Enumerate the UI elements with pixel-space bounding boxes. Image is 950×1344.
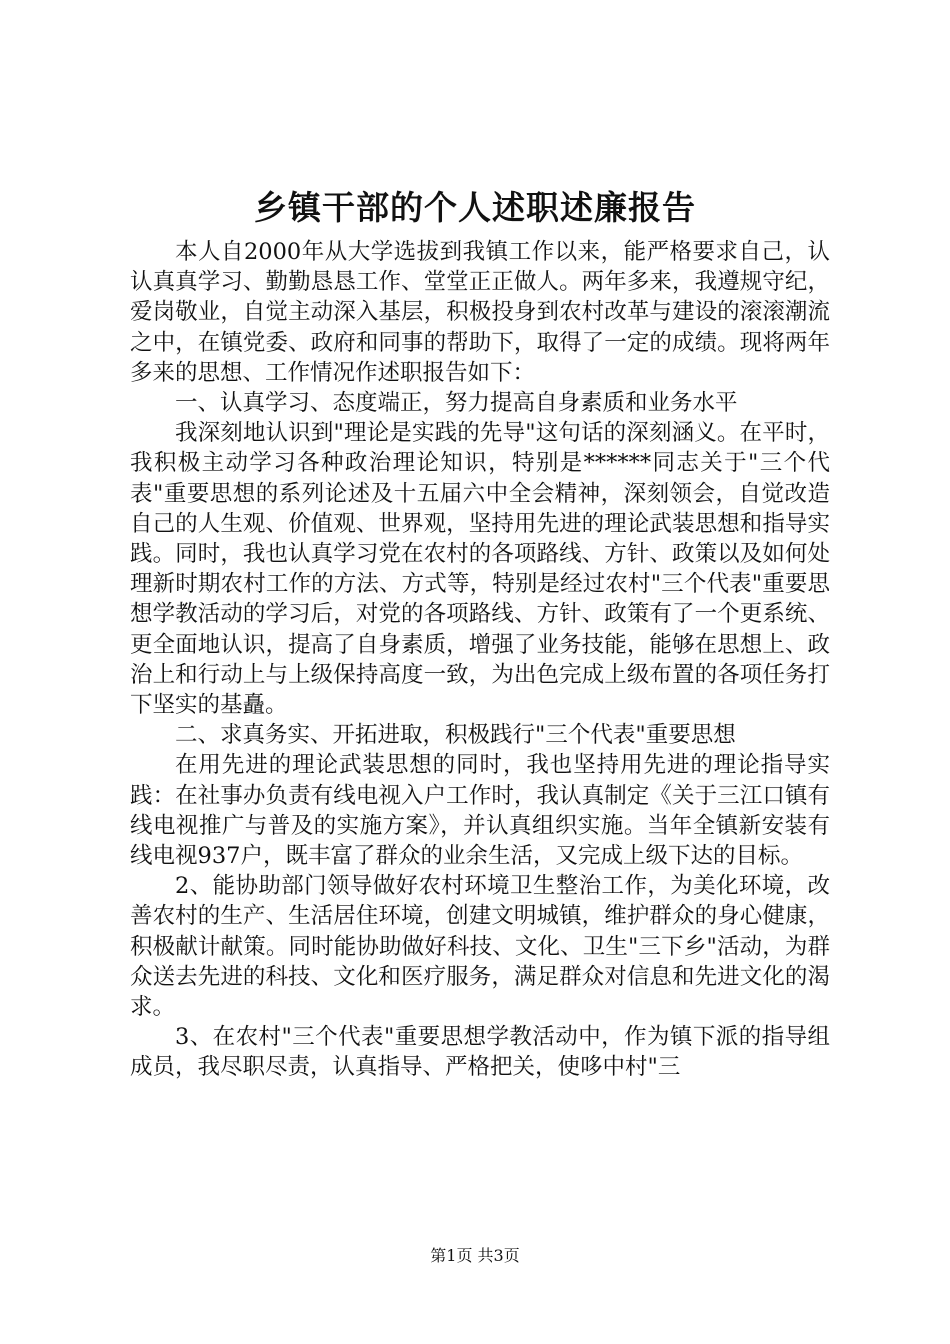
paragraph-intro: 本人自2000年从大学选拔到我镇工作以来，能严格要求自己，认认真真学习、勤勤恳恳工作、堂堂正正做人。两年多来，我遵规守纪，爱岗敬业，自觉主动深入基层，积极投身到农村改革与建设的滚滚潮流之中，在镇党委、政府和同事的帮助下，取得了一定的成绩。现将两年多来的思想、工作情况作述职报告如下： — [130, 239, 830, 386]
paragraph-item-3: 3、在农村"三个代表"重要思想学教活动中，作为镇下派的指导组成员，我尽职尽责，认真指导、严格把关，使哆中村"三 — [130, 1024, 830, 1081]
page-number-footer: 第1页 共3页 — [430, 1246, 520, 1265]
paragraph-practice: 在用先进的理论武装思想的同时，我也坚持用先进的理论指导实践：在社事办负责有线电视入户工作时，我认真制定《关于三江口镇有线电视推广与普及的实施方案》，并认真组织实施。当年全镇新安装有线电视937户，既丰富了群众的业余生活，又完成上级下达的目标。 — [130, 752, 830, 870]
document-title: 乡镇干部的个人述职述廉报告 — [254, 188, 696, 227]
document-body — [130, 237, 830, 1083]
section-heading-1: 一、认真学习、态度端正，努力提高自身素质和业务水平 — [175, 390, 738, 417]
paragraph-study: 我深刻地认识到"理论是实践的先导"这句话的深刻涵义。在平时，我积极主动学习各种政治理论知识，特别是******同志关于"三个代表"重要思想的系列论述及十五届六中全会精神，深刻领会，自觉改造自己的人生观、价值观、世界观，坚持用先进的理论武装思想和指导实践。同时，我也认真学习党在农村的各项路线、方针、政策以及如何处理新时期农村工作的方法、方式等，特别是经过农村"三个代表"重要思想学教活动的学习后，对党的各项路线、方针、政策有了一个更系统、更全面地认识，提高了自身素质，增强了业务技能，能够在思想上、政治上和行动上与上级保持高度一致，为出色完成上级布置的各项任务打下坚实的基矗。 — [130, 420, 830, 719]
section-heading-2: 二、求真务实、开拓进取，积极践行"三个代表"重要思想 — [175, 722, 736, 749]
paragraph-item-2: 2、能协助部门领导做好农村环境卫生整治工作，为美化环境，改善农村的生产、生活居住环境，创建文明城镇，维护群众的身心健康，积极献计献策。同时能协助做好科技、文化、卫生"三下乡"活动，为群众送去先进的科技、文化和医疗服务，满足群众对信息和先进文化的渴求。 — [130, 873, 830, 1021]
